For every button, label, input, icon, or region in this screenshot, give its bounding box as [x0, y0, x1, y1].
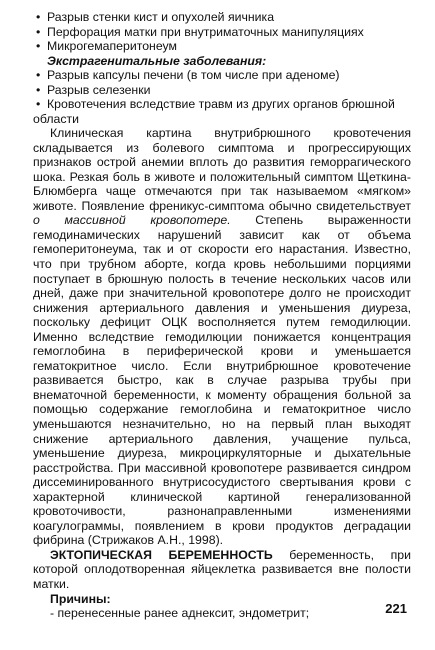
bullet-list-gynecologic: [33, 10, 411, 54]
clinical-picture-paragraph: [33, 126, 411, 548]
ectopic-definition-text: беременность, при которой оплодотворенная яйцеклетка развивается вне полости матки.: [33, 547, 411, 591]
list-item: • Микрогемаперитонеум: [33, 39, 411, 54]
extragenital-heading: Экстрагенитальные заболевания:: [47, 53, 267, 68]
list-item: • Разрыв капсулы печени (в том числе при аденоме): [33, 68, 411, 83]
clinical-text-part2: Степень выраженности гемодинамических нарушений зависит как от объема гемоперитонеума, так и от скорости его нарастания. Известно, что при трубном аборте, когда кровь небольшими порциями поступает в брюшную полость в течение нескольких часов или дней, даже при значительной кровопотере долго не происходит снижения артериального давления и уменьшения диуреза, поскольку дефицит ОЦК восполняется путем гемодилюции. Именно вследствие гемодилюции понижается концентрация гемоглобина в периферической крови и уменьшается гематокритное число. Если внутрибрюшное кровотечение развивается быстро, как в случае разрыва трубы при внематочной беременности, к моменту обращения больной за помощью содержание гемоглобина и гематокритное число уменьшаются незначительно, но на первый план выходят снижение артериального давления, учащение пульса, уменьшение диуреза, микроциркуляторные и дыхательные расстройства. При массивной кровопотере развивается синдром диссеминированного внутрисосудистого свертывания крови с характерной клинической картиной генерализованной кровоточивости, разнонаправленными изменениями коагулограммы, появлением в крови продуктов деградации фибрина (Стрижаков А.Н., 1998).: [33, 213, 411, 548]
clinical-text-italic: о массивной кровопотере.: [33, 213, 231, 228]
list-item: [33, 97, 411, 112]
bullet-list-extragenital: [33, 68, 411, 112]
ectopic-pregnancy-definition: [33, 548, 411, 592]
ectopic-term: ЭКТОПИЧЕСКАЯ БЕРЕМЕННОСТЬ: [50, 547, 273, 562]
page-number: 221: [385, 601, 407, 616]
causes-item: - перенесенные ранее аднексит, эндометрит;: [50, 606, 310, 621]
clinical-text-part1: Клиническая картина внутрибрюшного кровотечения складывается из болевого симптома и прогрессирующих признаков острой анемии вплоть до развития геморрагического шока. Резкая боль в животе и положительный симптом Щеткина-Блюмберга чаще отмечаются при так называемом «мягком» животе. Появление френикус-симптома обычно свидетельствует: [33, 126, 411, 213]
list-item-continuation: области: [33, 111, 79, 126]
list-item: • Разрыв селезенки: [33, 83, 411, 98]
list-item: • Разрыв стенки кист и опухолей яичника: [33, 10, 411, 25]
list-item-text: Кровотечения вследствие травм из других органов брюшной: [47, 97, 395, 111]
list-item: • Перфорация матки при внутриматочных манипуляциях: [33, 25, 411, 40]
causes-heading: Причины:: [50, 591, 111, 606]
